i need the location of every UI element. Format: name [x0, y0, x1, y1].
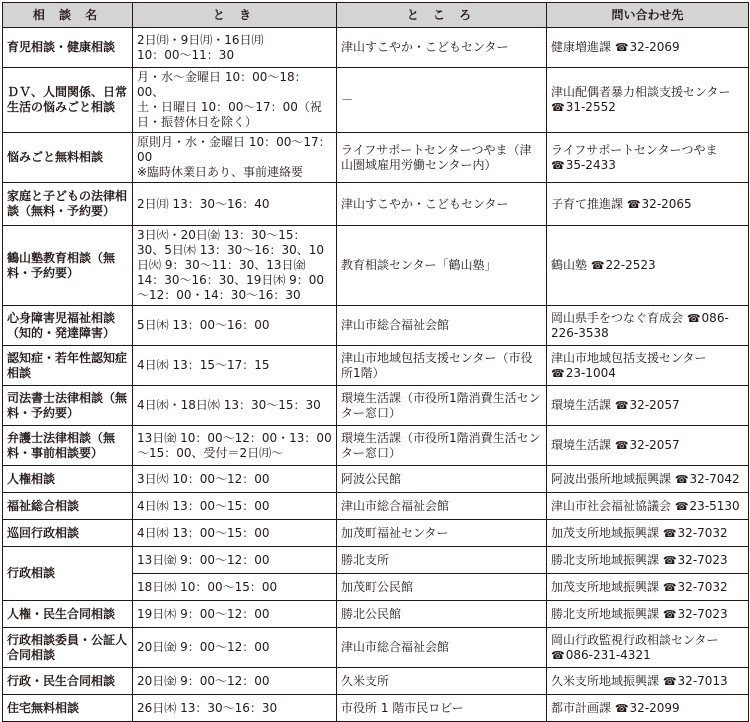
phone-number: 086-226-3538 [551, 310, 729, 340]
contact-name: 都市計画課 [551, 700, 612, 715]
phone-number: 32-7023 [677, 606, 728, 621]
contact-name: 環境生活課 [551, 398, 612, 412]
consultation-name: 福祉総合相談 [3, 493, 133, 520]
telephone-icon: ☎ [626, 197, 641, 211]
contact-name: 加茂支所地域振興課 [551, 525, 660, 540]
telephone-icon: ☎ [662, 526, 677, 540]
consultation-name: 住宅無料相談 [3, 695, 133, 722]
contact-name: 加茂支所地域振興課 [551, 579, 660, 594]
consultation-location: 加茂町公民館 [337, 574, 547, 601]
telephone-icon: ☎ [614, 41, 629, 54]
table-row [3, 68, 749, 133]
consultation-name: 認知症・若年性認知症相談 [3, 346, 133, 386]
consultation-name: 行政相談委員・公証人合同相談 [3, 628, 133, 668]
consultation-date-time [133, 628, 337, 668]
telephone-icon: ☎ [662, 580, 677, 594]
consultation-name: 育児相談・健康相談 [3, 28, 133, 68]
consultation-contact [547, 226, 749, 306]
consultation-contact [547, 183, 749, 226]
date-time-line: 4日㈬ 13：00～15：00 [137, 498, 270, 513]
consultation-location: － [337, 68, 547, 133]
consultation-date-time [133, 574, 337, 601]
table-row [3, 183, 749, 226]
phone-number: 32-2069 [629, 40, 680, 54]
phone-number: 32-7023 [677, 552, 728, 567]
consultation-name: 鶴山塾教育相談（無料・予約要） [3, 226, 133, 306]
consultation-date-time [133, 547, 337, 574]
table-row [3, 628, 749, 668]
consultation-name: 弁護士法律相談（無料・事前相談要） [3, 426, 133, 466]
date-time-line: 20日㈮ 9：00～12：00 [137, 673, 270, 688]
consultation-contact [547, 574, 749, 601]
date-time-line: 3日㈫ 10：00～12：00 [137, 471, 270, 486]
date-time-line: 19日㈭ 9：00～12：00 [137, 606, 270, 621]
date-time-line: 土・日曜日 10：00～17：00（祝日・振替休日を除く） [137, 100, 322, 129]
consultation-name: 心身障害児福祉相談（知的・発達障害） [3, 306, 133, 346]
telephone-icon: ☎ [551, 158, 565, 172]
consultation-location: 津山市総合福祉会館 [337, 628, 547, 668]
phone-number: 32-2099 [629, 700, 680, 715]
telephone-icon: ☎ [614, 701, 629, 715]
consultation-contact [547, 628, 749, 668]
date-time-line: 月・水～金曜日 10：00～18：00、 [137, 70, 307, 99]
consultation-name: 巡回行政相談 [3, 520, 133, 547]
contact-name: 健康増進課 [551, 40, 612, 54]
consultation-name: 悩みごと無料相談 [3, 133, 133, 183]
phone-number: 32-7032 [677, 525, 728, 540]
contact-name: 岡山行政監視行政相談センター [551, 632, 719, 647]
date-time-line: 2日㈪ 13：30～16：40 [137, 196, 270, 211]
phone-number: 32-7032 [677, 579, 728, 594]
consultation-name: 人権・民生合同相談 [3, 601, 133, 628]
consultation-contact [547, 346, 749, 386]
phone-number: 32-2057 [629, 398, 680, 412]
table-row [3, 386, 749, 426]
consultation-location: 阿波公民館 [337, 466, 547, 493]
date-time-line: 13日㈮ 9：00～12：00 [137, 552, 270, 567]
contact-name: 津山市地域包括支援センター [551, 350, 707, 365]
phone-number: 32-7042 [689, 471, 740, 486]
table-row [3, 547, 749, 574]
date-time-line: 13日㈮ 10：00～12：00・13：00～15：00、受付＝2日㈪～ [137, 430, 332, 460]
consultation-table [2, 2, 749, 722]
table-row [3, 133, 749, 183]
phone-number: 32-2057 [629, 438, 680, 452]
table-row [3, 226, 749, 306]
phone-number: 086-231-4321 [565, 647, 651, 662]
consultation-date-time [133, 346, 337, 386]
consultation-name: 家庭と子どもの法律相談（無料・予約要） [3, 183, 133, 226]
consultation-date-time [133, 520, 337, 547]
consultation-location: 久米支所 [337, 668, 547, 695]
consultation-location: 勝北支所 [337, 547, 547, 574]
date-time-line: 2日㈪・9日㈪・16日㈪ [137, 32, 264, 47]
consultation-location: 津山すこやか・こどもセンター [337, 28, 547, 68]
consultation-date-time [133, 183, 337, 226]
contact-name: 津山配偶者暴力相談支援センター [551, 85, 731, 99]
phone-number: 32-7013 [677, 673, 728, 688]
consultation-contact [547, 493, 749, 520]
date-time-line: 4日㈬・18日㈬ 13：30～15：30 [137, 398, 321, 412]
contact-name: 勝北支所地域振興課 [551, 606, 660, 621]
header-date-time: と き [133, 3, 337, 28]
date-time-line: 3日㈫・20日㈮ 13：30～15：30、5日㈭ 13：30～16：30、10日㈫ 9：30～11：30、13日㈮ 14：30～16：30、19日㈭ 9：00～12：00・14：30～16：30 [137, 228, 325, 302]
date-time-line: 26日㈭ 13：30～16：30 [137, 700, 278, 715]
consultation-date-time [133, 28, 337, 68]
header-contact: 問い合わせ先 [547, 3, 749, 28]
table-row [3, 346, 749, 386]
consultation-location: 津山市地域包括支援センター（市役所1階） [337, 346, 547, 386]
consultation-contact [547, 547, 749, 574]
consultation-contact [547, 520, 749, 547]
telephone-icon: ☎ [662, 674, 677, 688]
consultation-date-time [133, 226, 337, 306]
contact-name: ライフサポートセンターつやま [551, 142, 718, 157]
table-row [3, 28, 749, 68]
telephone-icon: ☎ [551, 366, 565, 380]
consultation-name: 司法書士法律相談（無料・予約要） [3, 386, 133, 426]
table-row [3, 601, 749, 628]
consultation-date-time [133, 68, 337, 133]
contact-name: 環境生活課 [551, 438, 612, 452]
consultation-date-time [133, 601, 337, 628]
telephone-icon: ☎ [590, 259, 605, 272]
date-time-line: ※臨時休業日あり、事前連絡要 [137, 165, 304, 179]
consultation-date-time [133, 386, 337, 426]
contact-name: 久米支所地域振興課 [551, 673, 660, 688]
table-row [3, 520, 749, 547]
contact-name: 阿波出張所地域振興課 [551, 471, 672, 486]
consultation-date-time [133, 695, 337, 722]
contact-name: 津山市社会福祉協議会 [551, 498, 672, 513]
consultation-contact [547, 601, 749, 628]
consultation-date-time [133, 466, 337, 493]
contact-name: 鶴山塾 [551, 258, 588, 272]
consultation-contact [547, 133, 749, 183]
header-consultation-name: 相 談 名 [3, 3, 133, 28]
telephone-icon: ☎ [674, 499, 689, 513]
phone-number: 35-2433 [565, 157, 616, 172]
table-row [3, 695, 749, 722]
telephone-icon: ☎ [614, 439, 629, 452]
consultation-contact [547, 426, 749, 466]
phone-number: 23-1004 [565, 365, 616, 380]
consultation-location: 津山市総合福祉会館 [337, 493, 547, 520]
consultation-location: ライフサポートセンターつやま（津山圏域雇用労働センター内） [337, 133, 547, 183]
date-time-line: 4日㈬ 13：15～17：15 [137, 358, 270, 372]
consultation-location: 環境生活課（市役所1階消費生活センター窓口） [337, 426, 547, 466]
telephone-icon: ☎ [662, 607, 677, 621]
contact-name: 勝北支所地域振興課 [551, 552, 660, 567]
table-row [3, 466, 749, 493]
consultation-name: 人権相談 [3, 466, 133, 493]
phone-number: 22-2523 [605, 258, 656, 272]
consultation-date-time [133, 493, 337, 520]
date-time-line: 20日㈮ 9：00～12：00 [137, 640, 270, 654]
header-location: と こ ろ [337, 3, 547, 28]
consultation-name: 行政・民生合同相談 [3, 668, 133, 695]
consultation-contact [547, 386, 749, 426]
consultation-location: 市役所 1 階市民ロビー [337, 695, 547, 722]
consultation-location: 津山市総合福祉会館 [337, 306, 547, 346]
table-row [3, 668, 749, 695]
table-row [3, 306, 749, 346]
table-row [3, 426, 749, 466]
consultation-contact [547, 695, 749, 722]
consultation-date-time [133, 306, 337, 346]
telephone-icon: ☎ [662, 553, 677, 567]
telephone-icon: ☎ [551, 648, 565, 662]
phone-number: 23-5130 [689, 498, 740, 513]
consultation-contact [547, 28, 749, 68]
date-time-line: 10：00～11：30 [137, 47, 235, 62]
telephone-icon: ☎ [686, 311, 701, 325]
date-time-line: 18日㈬ 10：00～15：00 [137, 579, 278, 594]
phone-number: 32-2065 [641, 196, 692, 211]
telephone-icon: ☎ [551, 101, 565, 114]
header-row [3, 3, 749, 28]
consultation-location: 加茂町福祉センター [337, 520, 547, 547]
consultation-date-time [133, 133, 337, 183]
table-row [3, 493, 749, 520]
contact-name: 岡山県手をつなぐ育成会 [551, 310, 684, 325]
telephone-icon: ☎ [614, 399, 629, 412]
consultation-contact [547, 68, 749, 133]
date-time-line: 原則月・水・金曜日 10：00～17：00 [137, 135, 331, 164]
date-time-line: 4日㈬ 13：00～15：00 [137, 525, 270, 540]
consultation-location: 環境生活課（市役所1階消費生活センター窓口） [337, 386, 547, 426]
consultation-location: 勝北公民館 [337, 601, 547, 628]
consultation-date-time [133, 668, 337, 695]
telephone-icon: ☎ [674, 472, 689, 486]
consultation-name: 行政相談 [3, 547, 133, 601]
consultation-name: ＤＶ、人間関係、日常生活の悩みごと相談 [3, 68, 133, 133]
consultation-contact [547, 668, 749, 695]
phone-number: 31-2552 [565, 100, 616, 114]
date-time-line: 5日㈭ 13：00～16：00 [137, 318, 270, 332]
contact-name: 子育て推進課 [551, 196, 624, 211]
consultation-contact [547, 466, 749, 493]
consultation-location: 教育相談センター「鶴山塾」 [337, 226, 547, 306]
consultation-date-time [133, 426, 337, 466]
consultation-location: 津山すこやか・こどもセンター [337, 183, 547, 226]
consultation-contact [547, 306, 749, 346]
